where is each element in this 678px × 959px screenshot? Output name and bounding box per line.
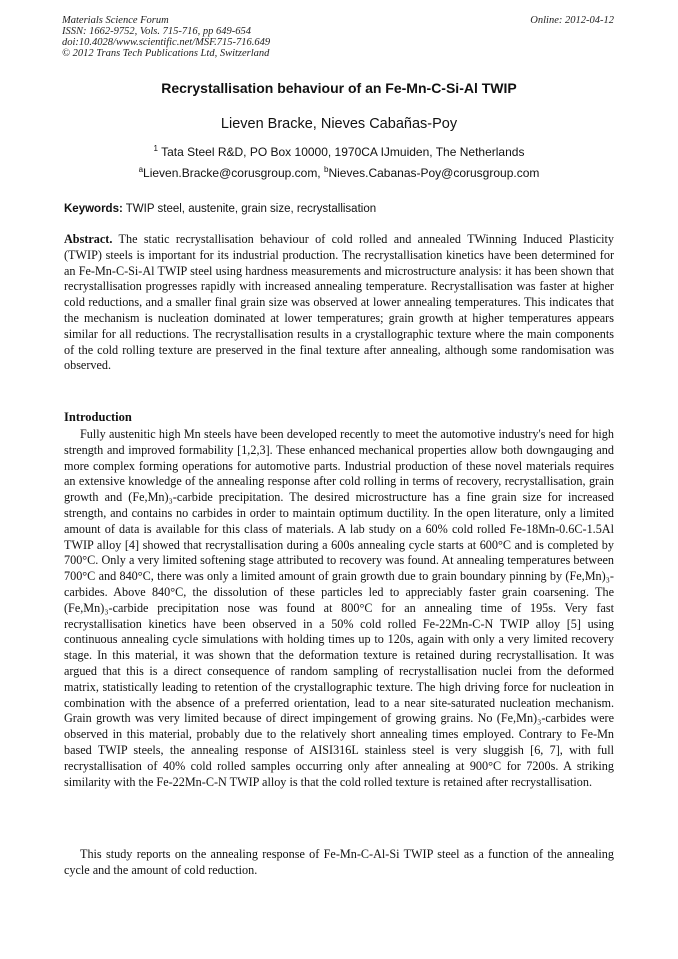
keywords-text: TWIP steel, austenite, grain size, recrystallisation <box>122 203 377 215</box>
abstract <box>64 232 614 374</box>
introduction-paragraph-2: This study reports on the annealing response of Fe-Mn-C-Al-Si TWIP steel as a function of the annealing cycle and the amount of cold reduction. <box>64 847 614 877</box>
keywords-label: Keywords: <box>64 203 123 215</box>
journal-doi: doi:10.4028/www.scientific.net/MSF.715-716.649 <box>62 37 271 48</box>
email-b: Nieves.Cabanas-Poy@corusgroup.com <box>328 166 540 180</box>
email-sup-a: a <box>138 165 144 174</box>
author-emails <box>0 166 678 180</box>
introduction-heading: Introduction <box>64 410 132 424</box>
email-sup-b: b <box>323 165 329 174</box>
affiliation-text: Tata Steel R&D, PO Box 10000, 1970CA IJmuiden, The Netherlands <box>161 145 525 159</box>
journal-header <box>62 15 270 59</box>
paper-title: Recrystallisation behaviour of an Fe-Mn-C-Si-Al TWIP <box>161 80 517 96</box>
journal-issn: ISSN: 1662-9752, Vols. 715-716, pp 649-654 <box>62 26 251 37</box>
abstract-label: Abstract. <box>64 232 113 246</box>
affiliation-sup: 1 <box>153 144 158 153</box>
paper-authors: Lieven Bracke, Nieves Cabañas-Poy <box>220 116 458 132</box>
online-date: Online: 2012-04-12 <box>530 15 614 26</box>
email-a: Lieven.Bracke@corusgroup.com, <box>143 166 324 180</box>
keywords <box>64 203 616 215</box>
journal-name: Materials Science Forum <box>62 15 169 26</box>
introduction-paragraph-1: Fully austenitic high Mn steels have been developed recently to meet the automotive industry's need for high strength and improved formability [1,2,3]. These enhanced mechanical properties allow both downgauging and more complex forming operations for automotive parts. Industrial production of these novel materials requires an extensive knowledge of the annealing response after cold rolling in terms of recovery, recrystallisation, grain growth and (Fe,Mn)₃-carbide precipitation. The desired microstructure has a fine grain size for increased strength, and contains no carbides in order to maintain optimum ductility. In the open literature, only a limited amount of data is available for this class of materials. A lab study on a 60% cold rolled Fe-18Mn-0.6C-1.5Al TWIP alloy [4] showed that recrystallisation during a 600s annealing cycle starts at 600°C and is completed by 700°C. Only a very limited softening stage attributed to recovery was found. At annealing temperatures between 700°C and 840°C, there was only a limited amount of grain growth due to grain boundary pinning by (Fe,Mn)₃-carbides. Above 840°C, the dissolution of these particles led to appreciably faster grain coarsening. The (Fe,Mn)₃-carbide precipitation nose was found at 800°C for an annealing time of 195s. Very fast recrystallisation kinetics have been observed in a 50% cold rolled Fe-22Mn-C-N TWIP alloy [5] using continuous annealing cycle simulations with holding times up to 120s, again with only a very limited recovery stage. In this material, it was shown that the deformation texture is retained during recrystallisation. It was argued that this is a direct consequence of random sampling of recrystallisation nuclei from the deformed matrix, statistically leading to retention of the crystallographic texture. The high driving force for nucleation in combination with the absence of a preferred orientation, lead to a near site-saturated nucleation mechanism. Grain growth was very limited because of direct impingement of growing grains. No (Fe,Mn)₃-carbides were observed in this material, probably due to the relatively short annealing times employed. Contrary to Fe-Mn based TWIP steels, the annealing response of AISI316L stainless steel is very sluggish [6, 7], with full recrystallisation of 40% cold rolled samples occurring only after annealing at 900°C for 7200s. A striking similarity with the Fe-22Mn-C-N TWIP alloy is that the cold rolled texture is retained after recrystallisation. <box>64 427 614 789</box>
journal-copyright: © 2012 Trans Tech Publications Ltd, Switzerland <box>62 48 270 59</box>
affiliation <box>0 145 678 159</box>
abstract-text: The static recrystallisation behaviour of cold rolled and annealed TWinning Induced Plasticity (TWIP) steels is important for its industrial production. The recrystallisation kinetics have been determined for an Fe-Mn-C-Si-Al TWIP steel using hardness measurements and microstructure analysis: it has been shown that recrystallisation progresses rapidly with increased annealing temperature. Recrystallisation was faster at higher cold reductions, and a smaller final grain size was observed at lower annealing temperatures. This indicates that the mechanism is nucleation dominated at lower temperatures; grain growth at higher temperatures appears similar for all reductions. The recrystallisation results in a crystallographic texture where the main components of the cold rolling texture are preserved in the final texture after annealing, although some randomisation was observed. <box>64 232 614 373</box>
